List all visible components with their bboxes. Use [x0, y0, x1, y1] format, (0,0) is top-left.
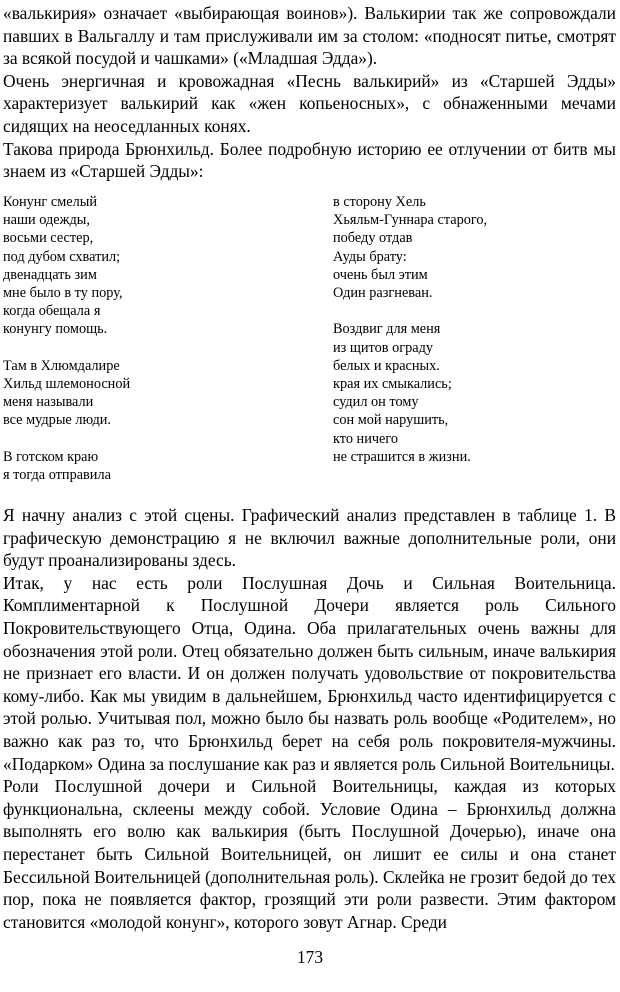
poem-line: Хьяльм-Гуннара старого, — [333, 212, 488, 229]
poem-stanza — [333, 193, 613, 302]
poem-stanza — [3, 193, 303, 339]
poem-line: меня называли — [3, 394, 94, 411]
analysis-text — [0, 504, 620, 933]
poem-line: Воздвиг для меня — [333, 321, 441, 338]
poem-line: наши одежды, — [3, 212, 90, 229]
paragraph: «валькирия» означает «выбирающая воинов»). Валькирии так же сопровождали павших в Вальгаллу и там прислуживали им за столом: «подносят питье, смотрят за всякой посудой и чашками» («Младшая Эдда»). — [3, 3, 616, 69]
poem-line: сон мой нарушить, — [333, 412, 449, 429]
poem-stanza — [3, 448, 303, 484]
page-number: 173 — [296, 947, 324, 967]
poem-stanza — [333, 320, 613, 466]
paragraph: Роли Послушной дочери и Сильной Воительницы, каждая из которых функциональна, склеены между собой. Условие Одина – Брюнхильд должна выполнять его волю как валькирия (быть Послушной Дочерью), иначе она перестанет быть Сильной Воительницей, он лишит ее силы и она станет Бессильной Воительницей (дополнительная роль). Склейка не грозит бедой до тех пор, пока не появляется фактор, грозящий эти роли развести. Этим фактором становится «молодой конунг», которого зовут Агнар. Среди — [3, 776, 616, 932]
poem-line: когда обещала я — [3, 303, 101, 320]
poem-line: двенадцать зим — [3, 266, 97, 283]
poem-line: В готском краю — [3, 448, 99, 465]
poem-line: белых и красных. — [333, 357, 440, 374]
poem-line: в сторону Хель — [333, 194, 426, 210]
poem-line: судил он тому — [333, 394, 419, 411]
poem-line: под дубом схватил; — [3, 248, 121, 265]
poem-line: конунгу помощь. — [3, 321, 108, 338]
poem-line: Один разгневан. — [333, 285, 433, 302]
poem-line: Там в Хлюмдалире — [3, 357, 120, 374]
paragraph: Такова природа Брюнхильд. Более подробную историю ее отлучении от битв мы знаем из «Старшей Эдды»: — [3, 138, 616, 182]
poem-line: Ауды брату: — [333, 248, 407, 265]
intro-text — [0, 2, 620, 183]
poem-line: мне было в ту пору, — [3, 285, 123, 302]
poem-line: я тогда отправила — [3, 467, 111, 484]
paragraph: Я начну анализ с этой сцены. Графический анализ представлен в таблице 1. В графическую демонстрацию я не включил важные дополнительные роли, они будут проанализированы здесь. — [3, 505, 616, 571]
poem-line: победу отдав — [333, 230, 413, 247]
poem-line: кто ничего — [333, 430, 399, 447]
paragraph: Итак, у нас есть роли Послушная Дочь и Сильная Воительница. Комплиментарной к Послушной Дочери является роль Сильного Покровительствующего Отца, Одина. Оба прилагательных очень важны для обозначения этой роли. Отец обязательно должен быть сильным, иначе валькирия не признает его власти. И он должен получать удовольствие от покровительства кому-либо. Как мы увидим в дальнейшем, Брюнхильд часто идентифицируется с этой ролью. Учитывая пол, можно было бы назвать роль вообще «Родителем», но важно как раз то, что Брюнхильд берет на себя роль покровителя-мужчины. «Подарком» Одина за послушание как раз и является роль Сильной Воительницы. — [3, 572, 616, 774]
poem-stanza — [3, 357, 303, 430]
poem-line: края их смыкались; — [333, 376, 452, 393]
poem-line: из щитов ограду — [333, 339, 433, 356]
poem-line: все мудрые люди. — [3, 412, 111, 429]
poem-line: не страшится в жизни. — [333, 448, 471, 465]
poem-right-column — [333, 193, 613, 466]
poem-line: очень был этим — [333, 266, 428, 283]
poem-line: Хильд шлемоносной — [3, 376, 131, 393]
poem-left-column — [3, 193, 303, 484]
poem-line: Конунг смелый — [3, 194, 97, 210]
poem-line: восьми сестер, — [3, 230, 94, 247]
paragraph: Очень энергичная и кровожадная «Песнь валькирий» из «Старшей Эдды» характеризует валькирий как «жен копьеносных», с обнаженными мечами сидящих на неоседланных конях. — [3, 70, 616, 136]
